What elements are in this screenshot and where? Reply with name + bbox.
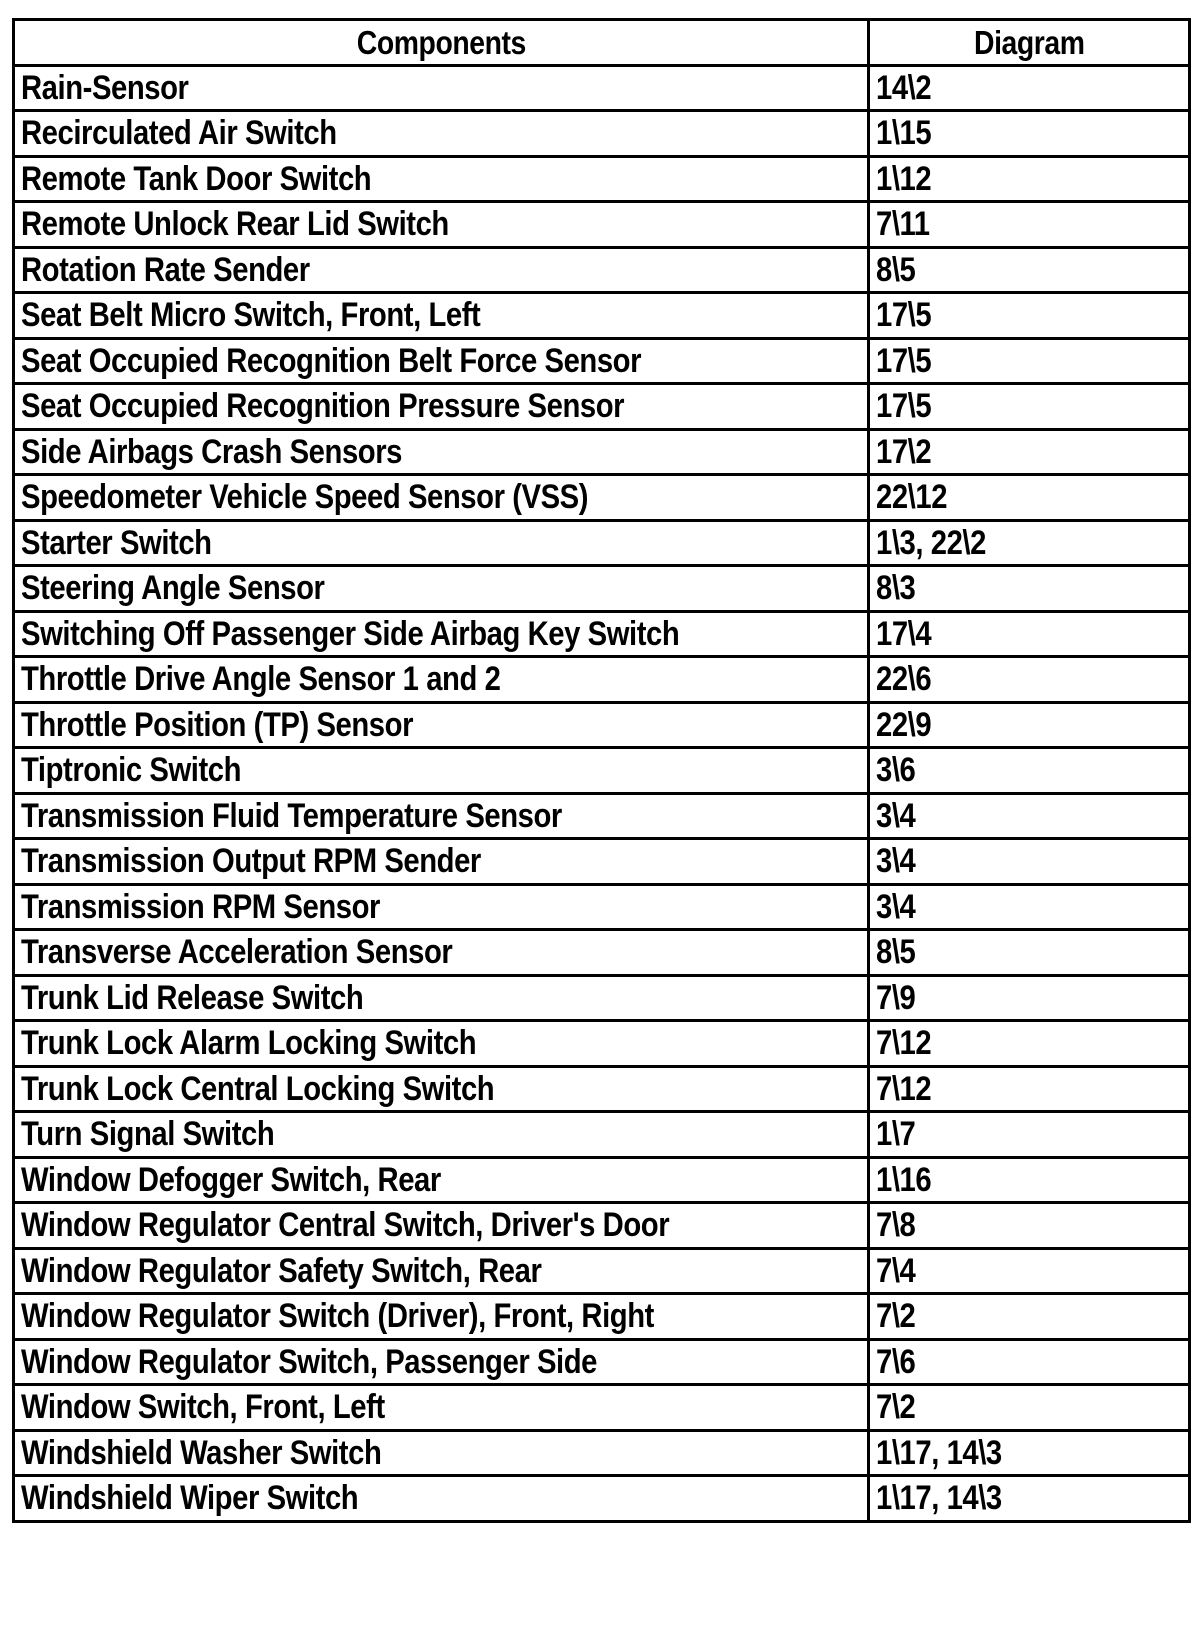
- table-row: [14, 793, 1190, 839]
- diagram-reference: 8\5: [876, 250, 916, 289]
- diagram-cell: [869, 839, 1190, 885]
- table-row: [14, 384, 1190, 430]
- diagram-cell: [869, 202, 1190, 248]
- diagram-reference: 17\5: [876, 341, 932, 380]
- diagram-reference: 22\12: [876, 478, 948, 517]
- diagram-reference: 1\16: [876, 1160, 932, 1199]
- component-cell: [14, 839, 869, 885]
- table-row: [14, 293, 1190, 339]
- diagram-cell: [869, 1021, 1190, 1067]
- diagram-cell: [869, 793, 1190, 839]
- component-name: Tiptronic Switch: [21, 751, 242, 790]
- component-name: Rain-Sensor: [21, 68, 189, 107]
- component-name: Window Defogger Switch, Rear: [21, 1160, 441, 1199]
- component-name: Transverse Acceleration Sensor: [21, 933, 453, 972]
- component-cell: [14, 475, 869, 521]
- diagram-reference: 7\8: [876, 1206, 916, 1245]
- diagram-cell: [869, 930, 1190, 976]
- component-name: Seat Occupied Recognition Pressure Sensor: [21, 387, 625, 426]
- component-name: Transmission RPM Sensor: [21, 887, 380, 926]
- diagram-column-header: [869, 20, 1190, 66]
- table-body: [14, 65, 1190, 1521]
- component-name: Throttle Position (TP) Sensor: [21, 705, 414, 744]
- table-row: [14, 884, 1190, 930]
- diagram-reference: 1\12: [876, 159, 932, 198]
- component-name: Recirculated Air Switch: [21, 114, 337, 153]
- component-cell: [14, 1385, 869, 1431]
- table-row: [14, 702, 1190, 748]
- table-row: [14, 1248, 1190, 1294]
- header-row: [14, 20, 1190, 66]
- component-cell: [14, 1112, 869, 1158]
- diagram-cell: [869, 884, 1190, 930]
- diagram-cell: [869, 1385, 1190, 1431]
- component-cell: [14, 748, 869, 794]
- table-row: [14, 1112, 1190, 1158]
- component-cell: [14, 702, 869, 748]
- table-row: [14, 429, 1190, 475]
- component-cell: [14, 1021, 869, 1067]
- diagram-reference: 1\17, 14\3: [876, 1433, 1002, 1472]
- diagram-cell: [869, 111, 1190, 157]
- diagram-cell: [869, 384, 1190, 430]
- diagram-cell: [869, 475, 1190, 521]
- diagram-reference: 17\2: [876, 432, 932, 471]
- component-cell: [14, 611, 869, 657]
- component-name: Side Airbags Crash Sensors: [21, 432, 402, 471]
- table-row: [14, 1157, 1190, 1203]
- diagram-reference: 1\15: [876, 114, 932, 153]
- component-name: Turn Signal Switch: [21, 1115, 275, 1154]
- table-row: [14, 566, 1190, 612]
- component-name: Window Switch, Front, Left: [21, 1388, 385, 1427]
- table-row: [14, 202, 1190, 248]
- diagram-cell: [869, 1203, 1190, 1249]
- diagram-reference: 7\6: [876, 1342, 916, 1381]
- component-cell: [14, 202, 869, 248]
- component-name: Seat Belt Micro Switch, Front, Left: [21, 296, 481, 335]
- component-cell: [14, 429, 869, 475]
- diagram-cell: [869, 702, 1190, 748]
- diagram-reference: 22\9: [876, 705, 932, 744]
- table-row: [14, 1066, 1190, 1112]
- component-name: Switching Off Passenger Side Airbag Key Switch: [21, 614, 680, 653]
- diagram-reference: 7\2: [876, 1297, 916, 1336]
- diagram-cell: [869, 748, 1190, 794]
- diagram-cell: [869, 1430, 1190, 1476]
- diagram-reference: 1\17, 14\3: [876, 1479, 1002, 1518]
- diagram-cell: [869, 156, 1190, 202]
- table-row: [14, 930, 1190, 976]
- component-cell: [14, 566, 869, 612]
- diagram-cell: [869, 1294, 1190, 1340]
- component-name: Speedometer Vehicle Speed Sensor (VSS): [21, 478, 589, 517]
- table-row: [14, 839, 1190, 885]
- component-name: Windshield Washer Switch: [21, 1433, 382, 1472]
- diagram-cell: [869, 247, 1190, 293]
- table-row: [14, 520, 1190, 566]
- diagram-cell: [869, 975, 1190, 1021]
- component-cell: [14, 1066, 869, 1112]
- diagram-cell: [869, 566, 1190, 612]
- component-cell: [14, 1430, 869, 1476]
- component-name: Trunk Lock Alarm Locking Switch: [21, 1024, 477, 1063]
- diagram-reference: 3\6: [876, 751, 916, 790]
- table-row: [14, 338, 1190, 384]
- component-cell: [14, 975, 869, 1021]
- table-row: [14, 1203, 1190, 1249]
- table-row: [14, 975, 1190, 1021]
- diagram-cell: [869, 1248, 1190, 1294]
- component-name: Window Regulator Switch (Driver), Front, Right: [21, 1297, 654, 1336]
- component-cell: [14, 1294, 869, 1340]
- table-row: [14, 611, 1190, 657]
- diagram-cell: [869, 520, 1190, 566]
- diagram-reference: 17\4: [876, 614, 932, 653]
- components-header-label: Components: [356, 23, 526, 61]
- component-cell: [14, 111, 869, 157]
- diagram-reference: 1\7: [876, 1115, 916, 1154]
- table-row: [14, 748, 1190, 794]
- component-cell: [14, 657, 869, 703]
- diagram-cell: [869, 65, 1190, 111]
- component-name: Remote Tank Door Switch: [21, 159, 372, 198]
- component-name: Windshield Wiper Switch: [21, 1479, 359, 1518]
- component-cell: [14, 1203, 869, 1249]
- diagram-reference: 1\3, 22\2: [876, 523, 986, 562]
- diagram-cell: [869, 1066, 1190, 1112]
- component-cell: [14, 65, 869, 111]
- component-cell: [14, 384, 869, 430]
- component-name: Throttle Drive Angle Sensor 1 and 2: [21, 660, 501, 699]
- diagram-reference: 7\12: [876, 1069, 932, 1108]
- diagram-reference: 17\5: [876, 387, 932, 426]
- component-name: Transmission Output RPM Sender: [21, 842, 481, 881]
- component-name: Steering Angle Sensor: [21, 569, 325, 608]
- component-cell: [14, 293, 869, 339]
- component-cell: [14, 156, 869, 202]
- diagram-cell: [869, 429, 1190, 475]
- component-cell: [14, 338, 869, 384]
- diagram-cell: [869, 657, 1190, 703]
- diagram-reference: 22\6: [876, 660, 932, 699]
- component-cell: [14, 1248, 869, 1294]
- component-name: Seat Occupied Recognition Belt Force Sensor: [21, 341, 642, 380]
- diagram-reference: 7\11: [876, 205, 930, 244]
- component-name: Window Regulator Switch, Passenger Side: [21, 1342, 597, 1381]
- diagram-reference: 14\2: [876, 68, 932, 107]
- diagram-cell: [869, 611, 1190, 657]
- table-row: [14, 475, 1190, 521]
- component-name: Remote Unlock Rear Lid Switch: [21, 205, 449, 244]
- component-cell: [14, 1157, 869, 1203]
- component-name: Transmission Fluid Temperature Sensor: [21, 796, 562, 835]
- components-column-header: [14, 20, 869, 66]
- diagram-reference: 7\4: [876, 1251, 916, 1290]
- component-name: Trunk Lock Central Locking Switch: [21, 1069, 495, 1108]
- component-cell: [14, 884, 869, 930]
- diagram-reference: 17\5: [876, 296, 932, 335]
- diagram-cell: [869, 1112, 1190, 1158]
- diagram-reference: 7\9: [876, 978, 916, 1017]
- diagram-reference: 8\5: [876, 933, 916, 972]
- component-name: Window Regulator Central Switch, Driver's Door: [21, 1206, 670, 1245]
- diagram-reference: 7\12: [876, 1024, 932, 1063]
- component-cell: [14, 247, 869, 293]
- diagram-cell: [869, 1157, 1190, 1203]
- component-name: Window Regulator Safety Switch, Rear: [21, 1251, 542, 1290]
- diagram-reference: 3\4: [876, 842, 916, 881]
- table-row: [14, 156, 1190, 202]
- component-name: Starter Switch: [21, 523, 212, 562]
- table-row: [14, 657, 1190, 703]
- table-row: [14, 111, 1190, 157]
- component-cell: [14, 520, 869, 566]
- diagram-cell: [869, 1476, 1190, 1522]
- diagram-reference: 3\4: [876, 887, 916, 926]
- table-row: [14, 1339, 1190, 1385]
- component-name: Trunk Lid Release Switch: [21, 978, 364, 1017]
- component-diagram-table: [12, 18, 1191, 1523]
- table-row: [14, 1430, 1190, 1476]
- table-row: [14, 1021, 1190, 1067]
- component-cell: [14, 1339, 869, 1385]
- diagram-header-label: Diagram: [973, 23, 1085, 61]
- component-cell: [14, 1476, 869, 1522]
- diagram-cell: [869, 293, 1190, 339]
- table-row: [14, 1476, 1190, 1522]
- diagram-reference: 7\2: [876, 1388, 916, 1427]
- table-row: [14, 65, 1190, 111]
- table-row: [14, 1294, 1190, 1340]
- table-header: [14, 20, 1190, 66]
- diagram-cell: [869, 338, 1190, 384]
- component-name: Rotation Rate Sender: [21, 250, 310, 289]
- diagram-cell: [869, 1339, 1190, 1385]
- table-row: [14, 247, 1190, 293]
- component-cell: [14, 793, 869, 839]
- diagram-reference: 8\3: [876, 569, 916, 608]
- table-row: [14, 1385, 1190, 1431]
- component-cell: [14, 930, 869, 976]
- diagram-reference: 3\4: [876, 796, 916, 835]
